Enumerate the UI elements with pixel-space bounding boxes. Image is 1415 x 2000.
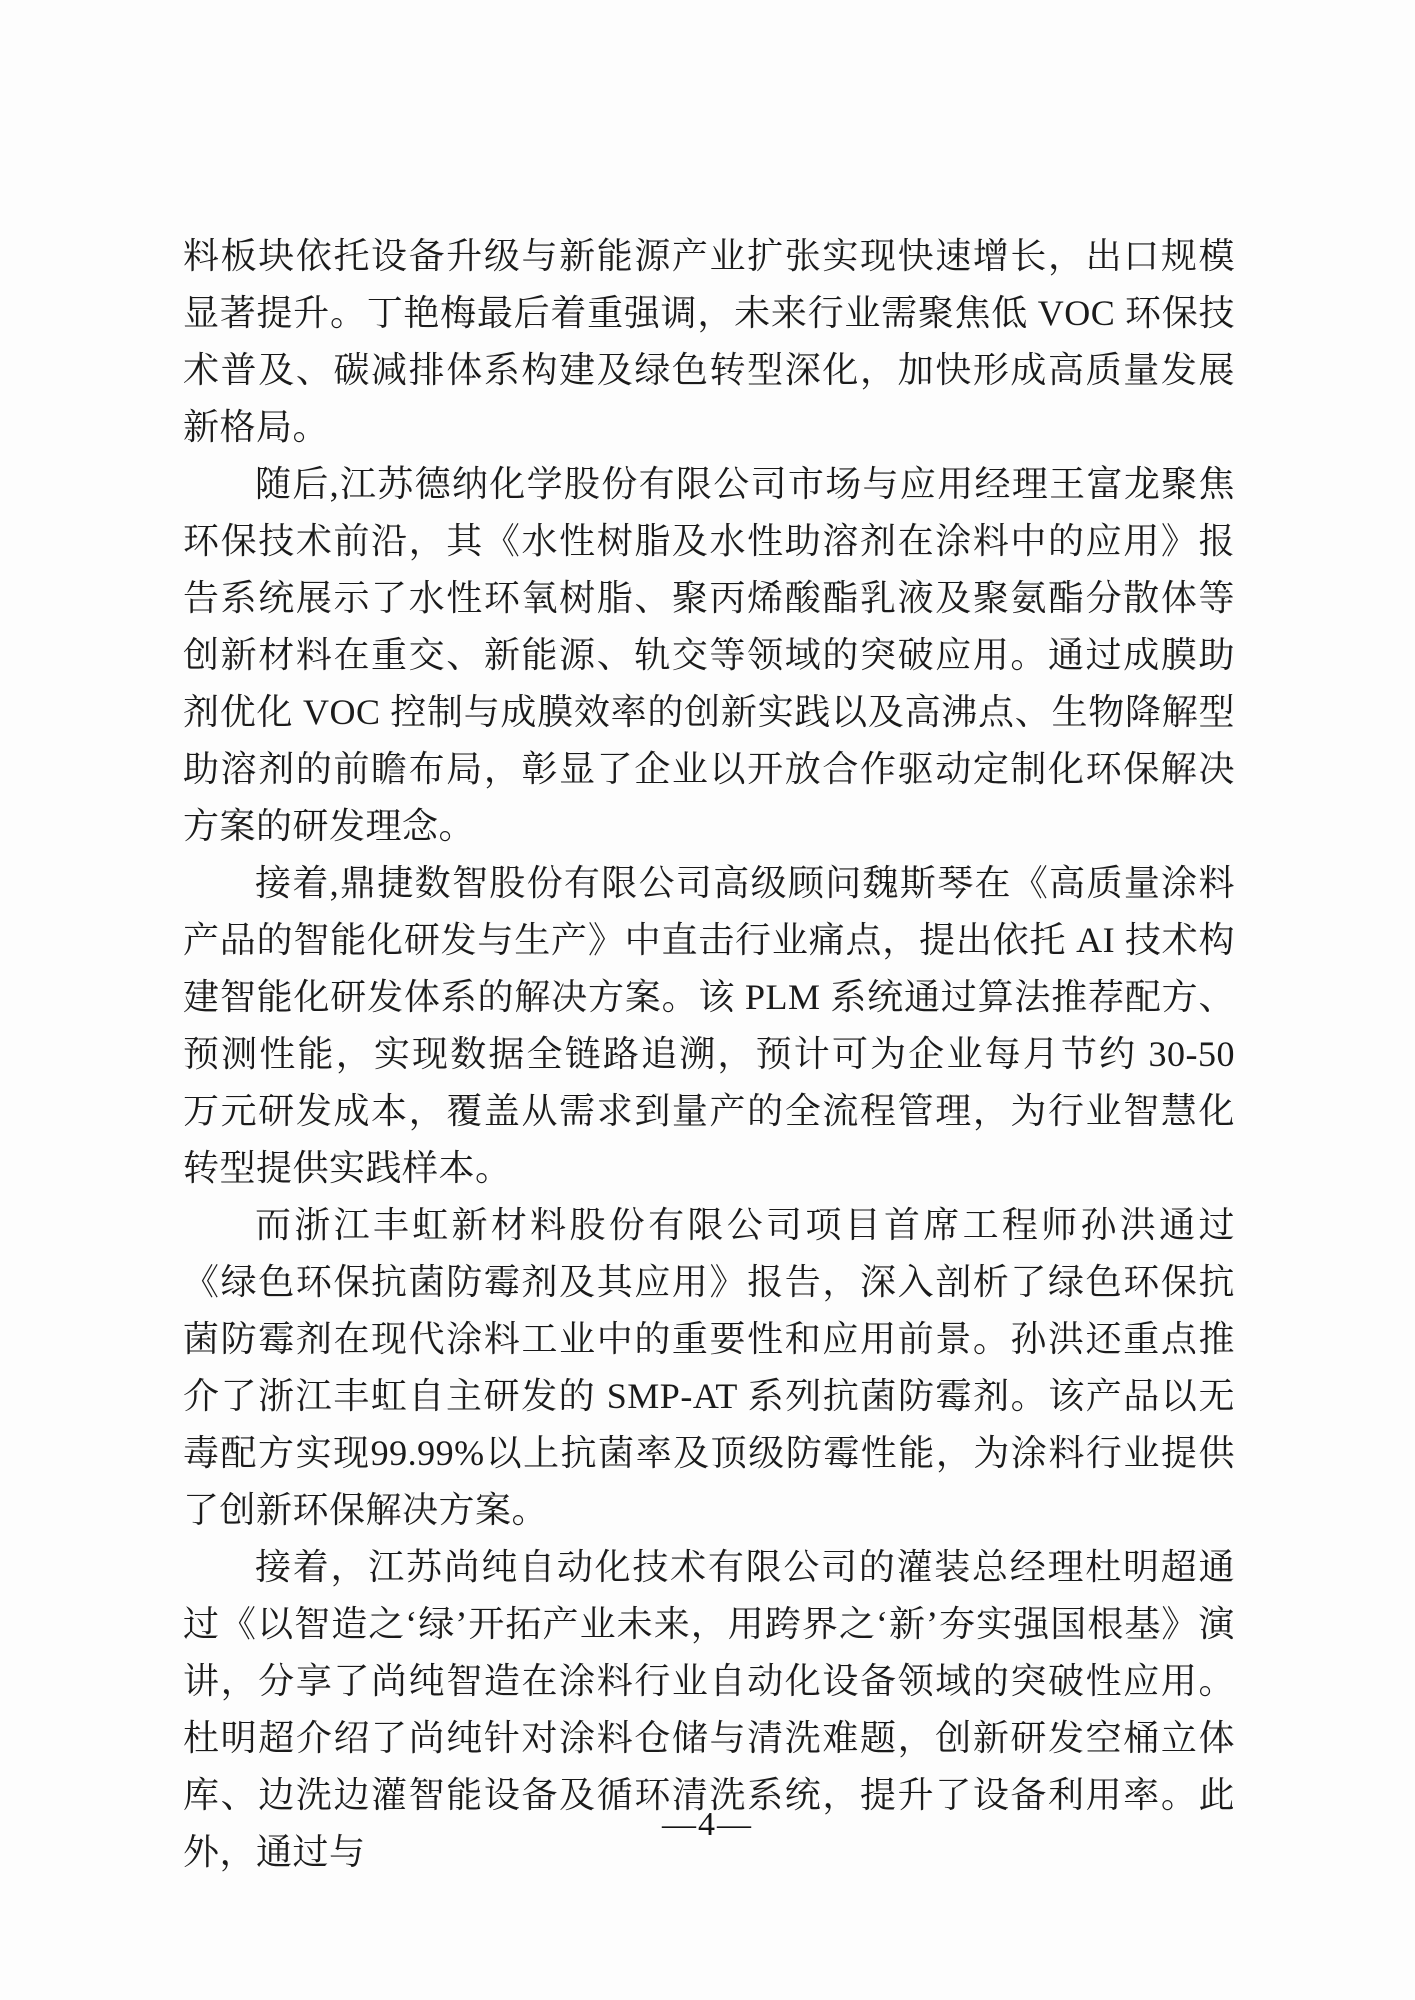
document-body: [183, 228, 1235, 1881]
paragraph: 接着，江苏尚纯自动化技术有限公司的灌装总经理杜明超通过《以智造之‘绿’开拓产业未来，用跨界之‘新’夯实强国根基》演讲，分享了尚纯智造在涂料行业自动化设备领域的突破性应用。杜明超介绍了尚纯针对涂料仓储与清洗难题，创新研发空桶立体库、边洗边灌智能设备及循环清洗系统，提升了设备利用率。此外，通过与: [183, 1547, 1235, 1872]
paragraph: 接着,鼎捷数智股份有限公司高级顾问魏斯琴在《高质量涂料产品的智能化研发与生产》中直击行业痛点，提出依托 AI 技术构建智能化研发体系的解决方案。该 PLM 系统通过算法推荐配方、预测性能，实现数据全链路追溯，预计可为企业每月节约 30-50 万元研发成本，覆盖从需求到量产的全流程管理，为行业智慧化转型提供实践样本。: [183, 863, 1235, 1188]
paragraph-continuation: 料板块依托设备升级与新能源产业扩张实现快速增长，出口规模显著提升。丁艳梅最后着重强调，未来行业需聚焦低 VOC 环保技术普及、碳减排体系构建及绿色转型深化，加快形成高质量发展新格局。: [183, 236, 1235, 447]
paragraph: 随后,江苏德纳化学股份有限公司市场与应用经理王富龙聚焦环保技术前沿，其《水性树脂及水性助溶剂在涂料中的应用》报告系统展示了水性环氧树脂、聚丙烯酸酯乳液及聚氨酯分散体等创新材料在重交、新能源、轨交等领域的突破应用。通过成膜助剂优化 VOC 控制与成膜效率的创新实践以及高沸点、生物降解型助溶剂的前瞻布局，彰显了企业以开放合作驱动定制化环保解决方案的研发理念。: [183, 464, 1235, 846]
paragraph: 而浙江丰虹新材料股份有限公司项目首席工程师孙洪通过《绿色环保抗菌防霉剂及其应用》报告，深入剖析了绿色环保抗菌防霉剂在现代涂料工业中的重要性和应用前景。孙洪还重点推介了浙江丰虹自主研发的 SMP-AT 系列抗菌防霉剂。该产品以无毒配方实现99.99%以上抗菌率及顶级防霉性能，为涂料行业提供了创新环保解决方案。: [183, 1205, 1235, 1530]
page-number: —4—: [662, 1806, 753, 1843]
